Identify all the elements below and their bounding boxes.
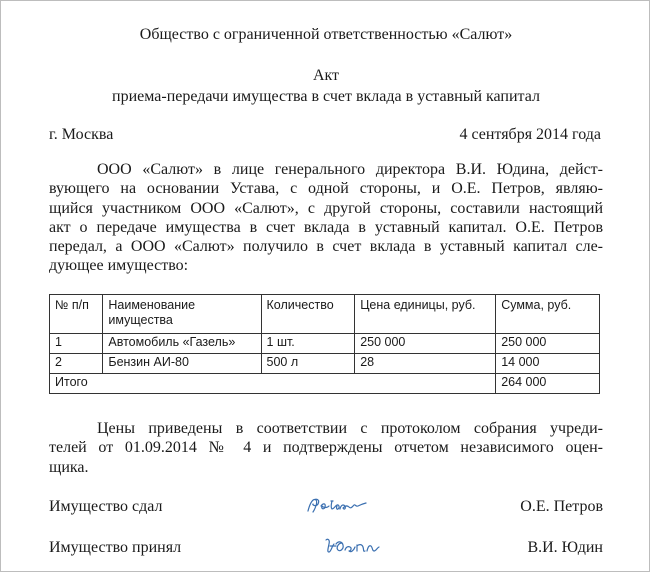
cell-unit-price: 28 (355, 354, 496, 374)
cell-name: Бензин АИ-80 (103, 354, 261, 374)
closing-line: Цены приведены в соответствии с протоколом собрания учреди- (97, 420, 603, 437)
handwritten-signature-petrov (304, 491, 374, 519)
table-header-row (50, 295, 600, 334)
cell-number: 1 (50, 334, 103, 354)
header-cell-unit-price: Цена единицы, руб. (355, 295, 496, 334)
table-row (50, 354, 600, 374)
cell-quantity: 1 шт. (261, 334, 355, 354)
total-value: 264 000 (496, 374, 600, 394)
signatory-name: В.И. Юдин (527, 539, 603, 556)
organization-name: Общество с ограниченной ответственностью «Салют» (139, 26, 513, 43)
document-date: 4 сентября 2014 года (459, 126, 601, 143)
table-row (50, 334, 600, 354)
intro-line: дующее имущество: (49, 257, 189, 275)
signature-label: Имущество принял (49, 539, 182, 556)
intro-line: вующего на основании Устава, с одной стороны, и О.Е. Петров, являю- (49, 180, 603, 198)
cell-sum: 14 000 (496, 354, 600, 374)
property-table (49, 294, 600, 394)
header-cell-number: № п/п (50, 295, 103, 334)
table-total-row (50, 374, 600, 394)
document-subtitle: приема-передачи имущества в счет вклада в уставный капитал (112, 88, 540, 105)
intro-line: ООО «Салют» в лице генерального директора В.И. Юдина, дейст- (97, 161, 603, 178)
cell-number: 2 (50, 354, 103, 374)
intro-paragraph (49, 160, 603, 276)
closing-line: щика. (49, 458, 89, 476)
intro-line: передал, а ООО «Салют» получило в счет вклада в уставный капитал сле- (49, 238, 603, 256)
total-label: Итого (50, 374, 496, 394)
cell-sum: 250 000 (496, 334, 600, 354)
cell-quantity: 500 л (261, 354, 355, 374)
closing-line: телей от 01.09.2014 № 4 и подтверждены отчетом независимого оцен- (49, 439, 603, 457)
signature-row-transferred (49, 497, 603, 521)
cell-unit-price: 250 000 (355, 334, 496, 354)
signatory-name: О.Е. Петров (520, 498, 603, 515)
intro-line: щийся участником ООО «Салют», с другой стороны, составили настоящий (49, 199, 603, 217)
closing-paragraph (49, 419, 603, 477)
header-cell-quantity: Количество (261, 295, 355, 334)
city: г. Москва (49, 126, 114, 143)
header-cell-sum: Сумма, руб. (496, 295, 600, 334)
signature-row-accepted (49, 538, 603, 562)
handwritten-signature-yudin (322, 532, 382, 560)
header-cell-name: Наименование имущества (103, 295, 261, 334)
cell-name: Автомобиль «Газель» (103, 334, 261, 354)
intro-line: акт о передаче имущества в счет вклада в уставный капитал. О.Е. Петров (49, 218, 603, 236)
document-title: Акт (312, 67, 340, 84)
signature-label: Имущество сдал (49, 498, 163, 515)
